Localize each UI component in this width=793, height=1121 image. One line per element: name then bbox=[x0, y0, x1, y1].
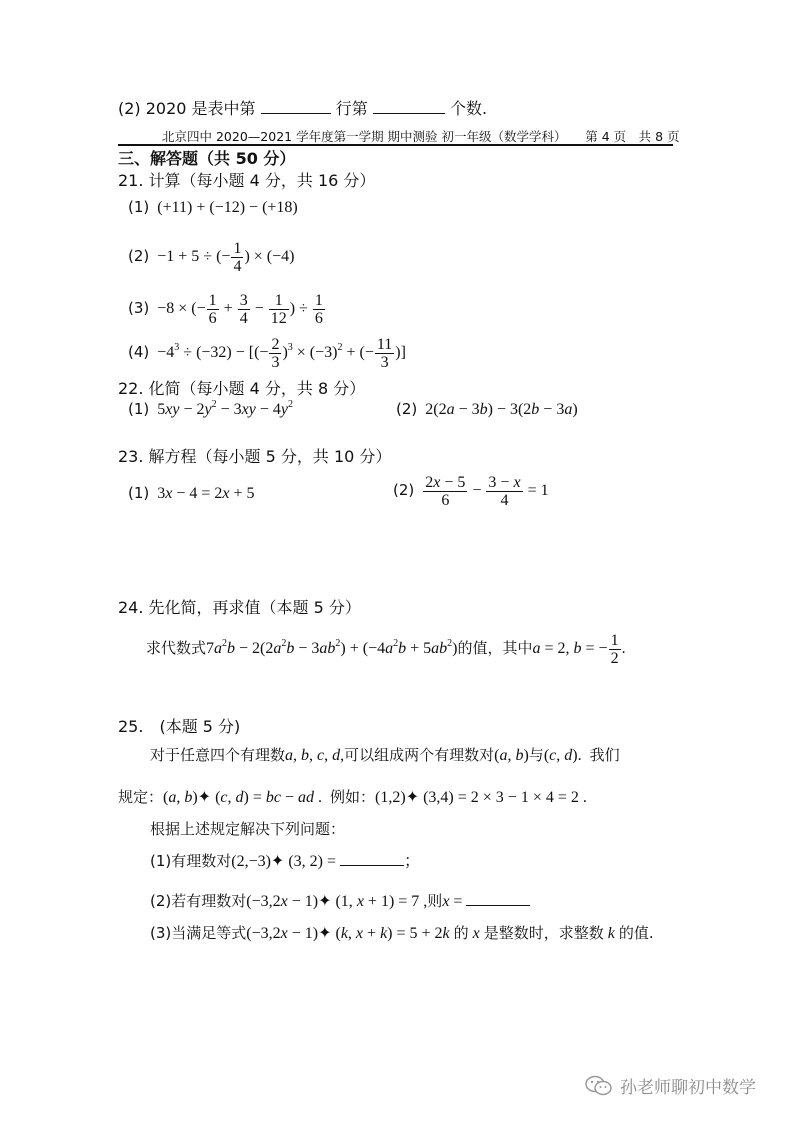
answer-blank-sub2[interactable] bbox=[466, 904, 530, 906]
section-title: 三、解答题（共 50 分） bbox=[118, 149, 296, 168]
q22-part1: (1) $5xy - 2y^2 - 3xy - 4y^2$ bbox=[128, 399, 293, 418]
q21-part4: $(4) -4^3 \div (-32)$ − [(− $\frac{2}{3}$ )$^3 \times (-3)^2$ + (− $\frac{11}{3}$ )] bbox=[128, 336, 406, 371]
q21-title: 21. 计算（每小题 4 分，共 16 分） bbox=[118, 171, 376, 190]
answer-blank-row[interactable] bbox=[261, 112, 331, 114]
answer-blank-col[interactable] bbox=[373, 112, 445, 114]
top-question: (2) 2020 是表中第 行第 个数. bbox=[118, 99, 488, 118]
q25-sub2: (2)若有理数对(−3,2x − 1)✦ (1, x + 1) = 7 ,则x = bbox=[150, 890, 530, 911]
q25-intro: 对于任意四个有理数a, b, c, d,可以组成两个有理数对(a, b)与(c, d). 我们 bbox=[150, 746, 620, 764]
q22-title: 22. 化简（每小题 4 分，共 8 分） bbox=[118, 379, 366, 398]
q23-part1: (1) 3x − 4 = 2x + 5 bbox=[128, 484, 255, 502]
q25-title: 25. (本题 5 分) bbox=[118, 717, 241, 736]
wechat-icon bbox=[584, 1074, 614, 1098]
q24-body: 求代数式$7a^2b - 2(2a^2b - 3ab^2) + (-4a^2b + 5ab^2)$的值，其中a = 2, b = − $\frac{1}{2}$ . bbox=[146, 632, 626, 667]
q25-sub1: (1)有理数对(2,−3)✦ (3, 2) = ； bbox=[150, 852, 421, 870]
q25-sub3: (3)当满足等式(−3,2x − 1)✦ (k, x + k) = 5 + 2k 的 x 是整数时，求整数 k 的值. bbox=[150, 924, 654, 942]
watermark-text: 孙老师聊初中数学 bbox=[620, 1078, 756, 1098]
q21-part3: (3) −8 × (− $\frac{1}{6}$ + $\frac{3}{4}$ − $\frac{1}{12}$ ) ÷ $\frac{1}{6}$ bbox=[128, 292, 323, 327]
answer-blank-sub1[interactable] bbox=[340, 864, 404, 866]
q23-part2: (2) $\frac{2x - 5}{6}$ − $\frac{3 - x}{4}$ = 1 bbox=[393, 474, 549, 509]
q25-solve: 根据上述规定解决下列问题： bbox=[150, 820, 346, 838]
q22-part2: (2) 2(2a − 3b) − 3(2b − 3a) bbox=[396, 400, 578, 418]
q23-title: 23. 解方程（每小题 5 分，共 10 分） bbox=[118, 447, 392, 466]
page-header: 北京四中 2020—2021 学年度第一学期 期中测验 初一年级（数学学科） 第 4 页 共 8 页 bbox=[162, 129, 680, 144]
q21-part2: (2) −1 + 5 ÷ (− $\frac{1}{4}$ ) × (−4) bbox=[128, 240, 295, 275]
q21-part1: (1) (+11) + (−12) − (+18) bbox=[128, 198, 298, 216]
q25-rule: 规定：(a, b)✦ (c, d) = bc − ad . 例如：(1,2)✦ (3,4) = 2 × 3 − 1 × 4 = 2 . bbox=[118, 788, 587, 806]
q24-title: 24. 先化简，再求值（本题 5 分） bbox=[118, 598, 361, 617]
